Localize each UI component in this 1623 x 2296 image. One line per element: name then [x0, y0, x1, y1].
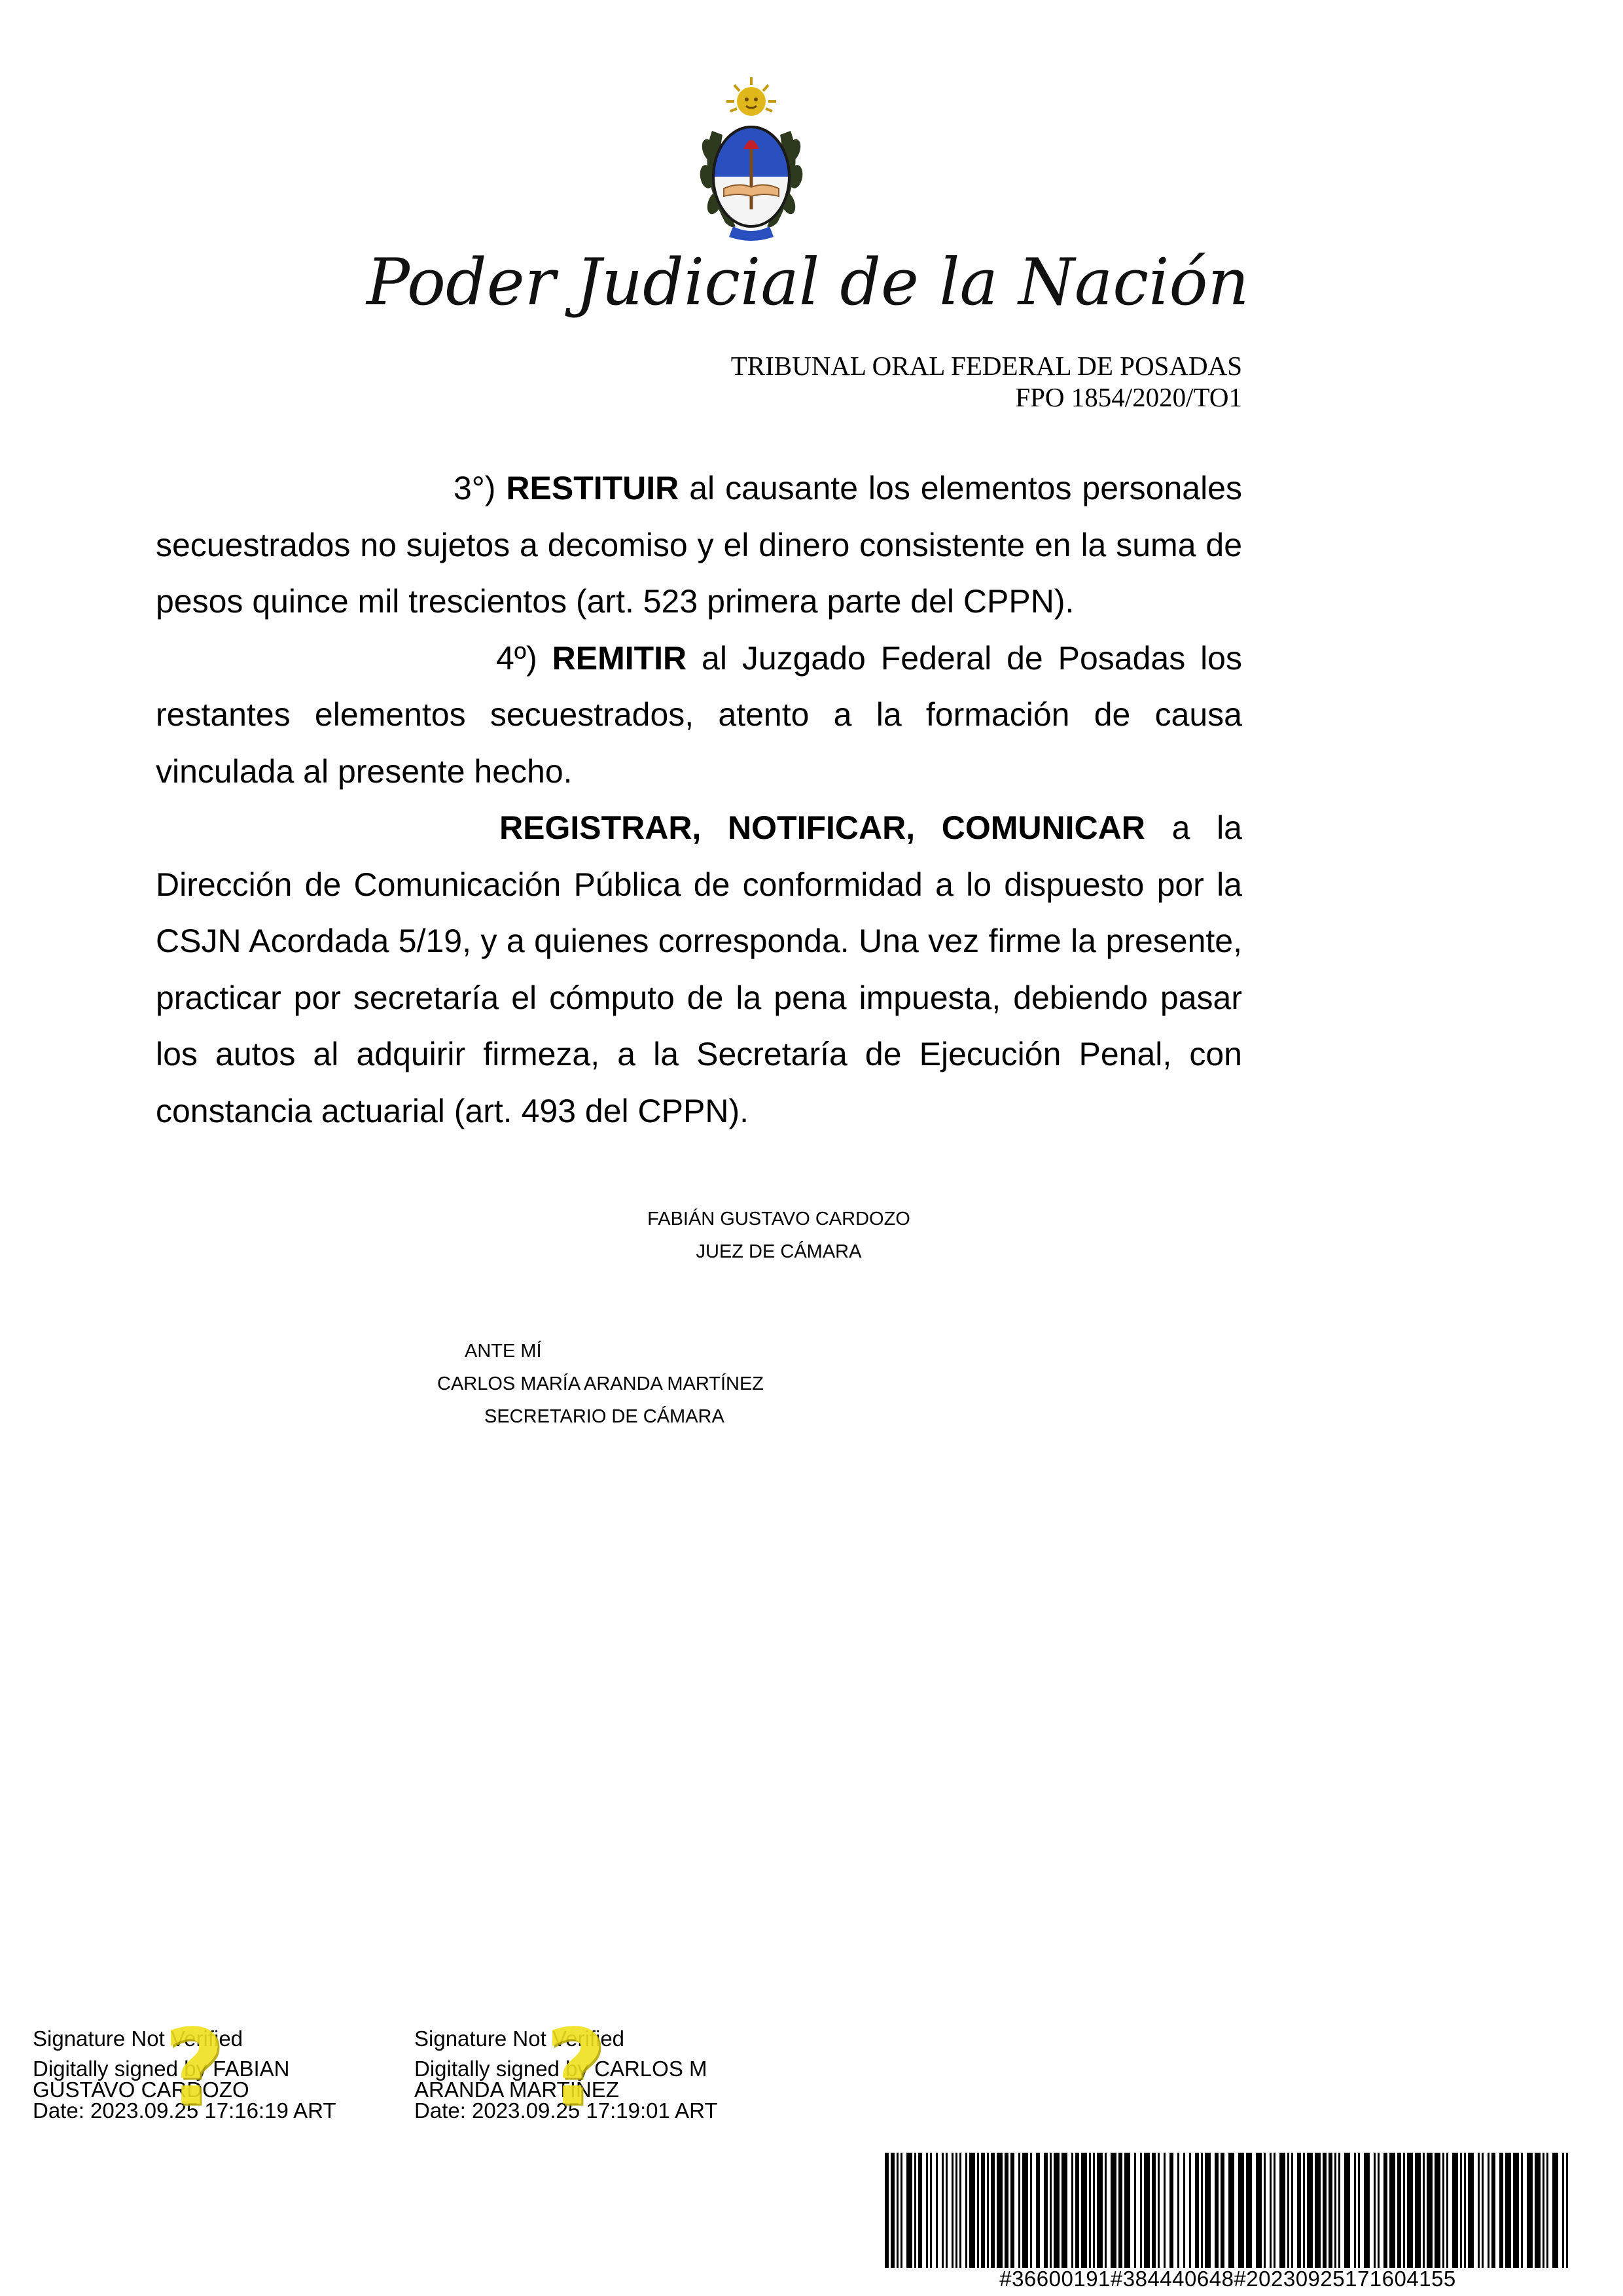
paragraph-text: a la Dirección de Comunicación Pública de conformidad a lo dispuesto por la CSJN Acordada 5/19, y a quienes corresponda. Una vez firme la presente, practicar por secretaría el cómputo de la pena impuesta, debiendo pasar los autos al adquirir firmeza, a la Secretaría de Ejecución Penal, con constancia actuarial (art. 493 del CPPN).: [156, 809, 1242, 1129]
case-number: FPO 1854/2020/TO1: [1015, 382, 1242, 412]
signed-by-line: GUSTAVO CARDOZO: [33, 2077, 249, 2102]
digital-signature-stamp: [414, 2006, 718, 2128]
digital-signature-stamp: [33, 2006, 336, 2128]
secretary-name: CARLOS MARÍA ARANDA MARTÍNEZ: [437, 1373, 764, 1394]
paragraph-verb: REMITIR: [552, 639, 687, 677]
paragraph-verb: RESTITUIR: [506, 470, 679, 506]
before-me-label: ANTE MÍ: [465, 1341, 542, 1362]
court-name: TRIBUNAL ORAL FEDERAL DE POSADAS: [730, 351, 1242, 381]
barcode-icon: [885, 2153, 1571, 2268]
signed-by-line: Digitally signed by FABIAN: [33, 2057, 290, 2081]
question-mark-icon: ?: [545, 2006, 606, 2128]
signature-status: Signature Not Verified: [33, 2026, 243, 2051]
paragraph-number: 3°): [454, 470, 496, 506]
resolution-body: [156, 460, 1242, 1139]
judge-signature-block: [641, 1203, 916, 1268]
paragraph-restituir: [156, 460, 1242, 630]
paragraph-text: al causante los elementos personales secuestrados no sujetos a decomiso y el dinero consistente en la suma de pesos quince mil trescientos (art. 523 primera parte del CPPN).: [156, 470, 1242, 620]
judge-name: FABIÁN GUSTAVO CARDOZO: [647, 1209, 910, 1229]
secretary-signature-block: [437, 1335, 804, 1433]
secretary-title: SECRETARIO DE CÁMARA: [484, 1406, 724, 1427]
paragraph-number: 4º): [496, 639, 537, 677]
paragraph-remitir: [156, 630, 1242, 800]
signed-by-line: Digitally signed by CARLOS M: [414, 2057, 707, 2081]
question-mark-icon: ?: [164, 2006, 224, 2128]
barcode-text: #36600191#384440648#20230925171604155: [999, 2267, 1456, 2291]
signature-status: Signature Not Verified: [414, 2026, 625, 2051]
paragraph-verb: REGISTRAR, NOTIFICAR, COMUNICAR: [499, 809, 1145, 846]
court-header: [731, 350, 1242, 413]
institution-heading: Poder Judicial de la Nación: [366, 245, 1249, 320]
sun-of-may-icon: [726, 77, 776, 116]
signature-date: Date: 2023.09.25 17:16:19 ART: [33, 2098, 336, 2123]
paragraph-registrar: [156, 800, 1242, 1139]
coat-of-arms-icon: [686, 72, 817, 249]
judge-title: JUEZ DE CÁMARA: [696, 1241, 862, 1262]
paragraph-text: al Juzgado Federal de Posadas los restantes elementos secuestrados, atento a la formación de causa vinculada al presente hecho.: [156, 639, 1242, 790]
shield-icon: [713, 127, 789, 226]
signature-date: Date: 2023.09.25 17:19:01 ART: [414, 2098, 718, 2123]
signed-by-line: ARANDA MARTINEZ: [414, 2077, 619, 2102]
